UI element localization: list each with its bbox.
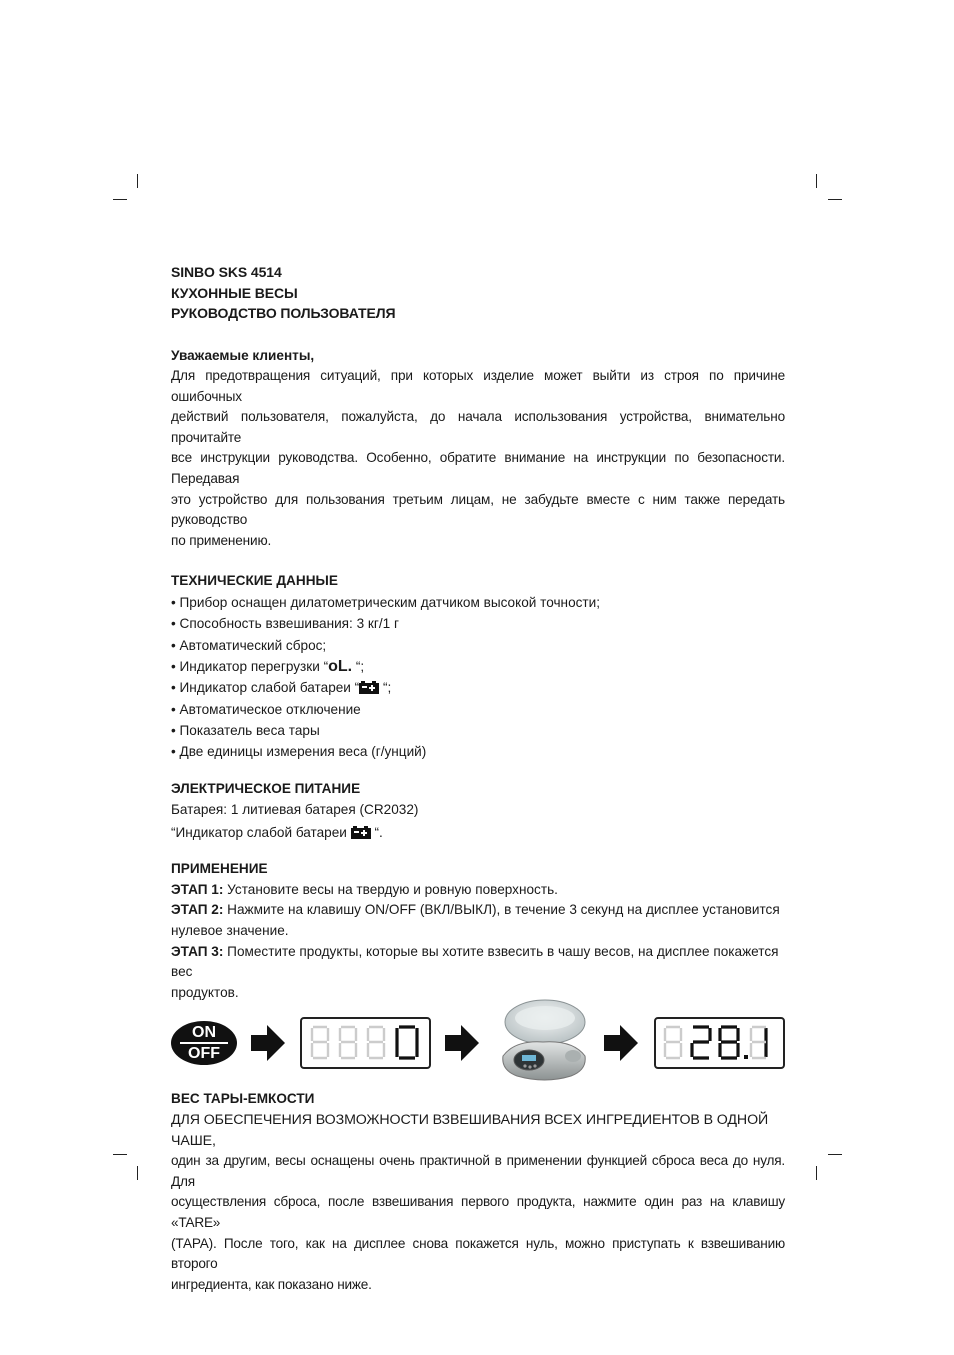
greeting: Уважаемые клиенты, xyxy=(171,347,315,363)
tare-heading: ВЕС ТАРЫ-ЕМКОСТИ xyxy=(171,1091,315,1107)
usage-heading: ПРИМЕНЕНИЕ xyxy=(171,861,268,877)
low-battery-icon xyxy=(359,681,379,694)
specs-heading: ТЕХНИЧЕСКИЕ ДАННЫЕ xyxy=(171,573,338,589)
tare-line: один за другим, весы оснащены очень практичной в применении функцией сброса веса до нуля. Для xyxy=(171,1153,785,1189)
lcd-digits xyxy=(660,1024,778,1062)
battery-indicator-line: “Индикатор слабой батареи “. xyxy=(171,824,383,840)
crop-mark-tr-h xyxy=(828,199,842,200)
lcd-display-weight xyxy=(654,1017,785,1069)
intro-text xyxy=(171,366,785,551)
kitchen-scale-image xyxy=(495,996,591,1090)
list-item: • Две единицы измерения веса (г/унций) xyxy=(171,744,427,760)
step-2: ЭТАП 2: Нажмите на клавишу ON/OFF (ВКЛ/ВЫКЛ), в течение 3 секунд на дисплее установится xyxy=(171,902,780,918)
tare-line: ингредиента, как показано ниже. xyxy=(171,1276,372,1292)
intro-line: это устройство для пользования третьим лицам, не забудьте вместе с ним также передать руководство xyxy=(171,491,785,528)
tare-text xyxy=(171,1151,785,1295)
step-2-cont: нулевое значение. xyxy=(171,922,289,938)
usage-section xyxy=(171,859,785,1078)
list-item: • Показатель веса тары xyxy=(171,722,320,738)
step-3-cont: продуктов. xyxy=(171,984,239,1000)
list-item: • Автоматическое отключение xyxy=(171,701,361,717)
step-3: ЭТАП 3: Поместите продукты, которые вы хотите взвесить в чашу весов, на дисплее покажется вес xyxy=(171,943,779,980)
specs-section xyxy=(171,571,785,762)
power-section xyxy=(171,779,785,843)
tare-section xyxy=(171,1089,785,1295)
tare-line: осуществления сброса, после взвешивания первого продукта, нажмите один раз на клавишу «TARE» xyxy=(171,1194,785,1230)
step-1: ЭТАП 1: Установите весы на твердую и ровную поверхность. xyxy=(171,881,558,897)
intro-line: Для предотвращения ситуаций, при которых изделие может выйти из строя по причине ошибочных xyxy=(171,368,785,404)
arrow-right-icon xyxy=(604,1023,640,1063)
title-block xyxy=(171,262,785,324)
crop-mark-bl-h xyxy=(113,1154,127,1155)
manual-page xyxy=(171,262,785,1295)
crop-mark-br-v xyxy=(816,1166,817,1180)
list-item: • Способность взвешивания: 3 кг/1 г xyxy=(171,616,399,632)
tare-caps-line: ДЛЯ ОБЕСПЕЧЕНИЯ ВОЗМОЖНОСТИ ВЗВЕШИВАНИЯ ВСЕХ ИНГРЕДИЕНТОВ В ОДНОЙ ЧАШЕ, xyxy=(171,1111,769,1149)
intro-line: по применению. xyxy=(171,532,272,548)
intro-line: все инструкции руководства. Особенно, обратите внимание на инструкции по безопасности. Передавая xyxy=(171,450,785,487)
power-heading: ЭЛЕКТРИЧЕСКОЕ ПИТАНИЕ xyxy=(171,781,361,797)
usage-illustration xyxy=(171,1008,785,1078)
list-item: • Автоматический сброс; xyxy=(171,637,327,653)
crop-mark-tl-h xyxy=(113,199,127,200)
crop-mark-tl-v xyxy=(137,174,138,188)
on-off-button-icon: ON OFF xyxy=(171,1021,237,1065)
intro-line: действий пользователя, пожалуйста, до начала использования устройства, внимательно прочитайте xyxy=(171,409,785,445)
overload-symbol: oL. xyxy=(328,657,353,675)
tare-line: (ТАРА). После того, как на дисплее снова покажется нуль, можно приступать к взвешиванию второго xyxy=(171,1235,785,1272)
crop-mark-bl-v xyxy=(137,1166,138,1180)
crop-mark-br-h xyxy=(828,1154,842,1155)
model-title: SINBO SKS 4514 xyxy=(171,264,282,280)
doc-type-title: РУКОВОДСТВО ПОЛЬЗОВАТЕЛЯ xyxy=(171,305,396,321)
lcd-digits xyxy=(307,1024,425,1062)
list-item-battery: • Индикатор слабой батареи “ “; xyxy=(171,680,392,696)
lcd-display-zero xyxy=(300,1017,431,1069)
arrow-right-icon xyxy=(251,1023,287,1063)
battery-line: Батарея: 1 литиевая батарея (CR2032) xyxy=(171,802,419,817)
low-battery-icon xyxy=(351,826,371,839)
product-title: КУХОННЫЕ ВЕСЫ xyxy=(171,284,298,301)
intro-section xyxy=(171,346,785,552)
specs-list xyxy=(171,592,785,762)
crop-mark-tr-v xyxy=(816,174,817,188)
list-item-overload: • Индикатор перегрузки “oL. “; xyxy=(171,657,365,675)
list-item: • Прибор оснащен дилатометрическим датчиком высокой точности; xyxy=(171,595,601,611)
arrow-right-icon xyxy=(445,1023,481,1063)
